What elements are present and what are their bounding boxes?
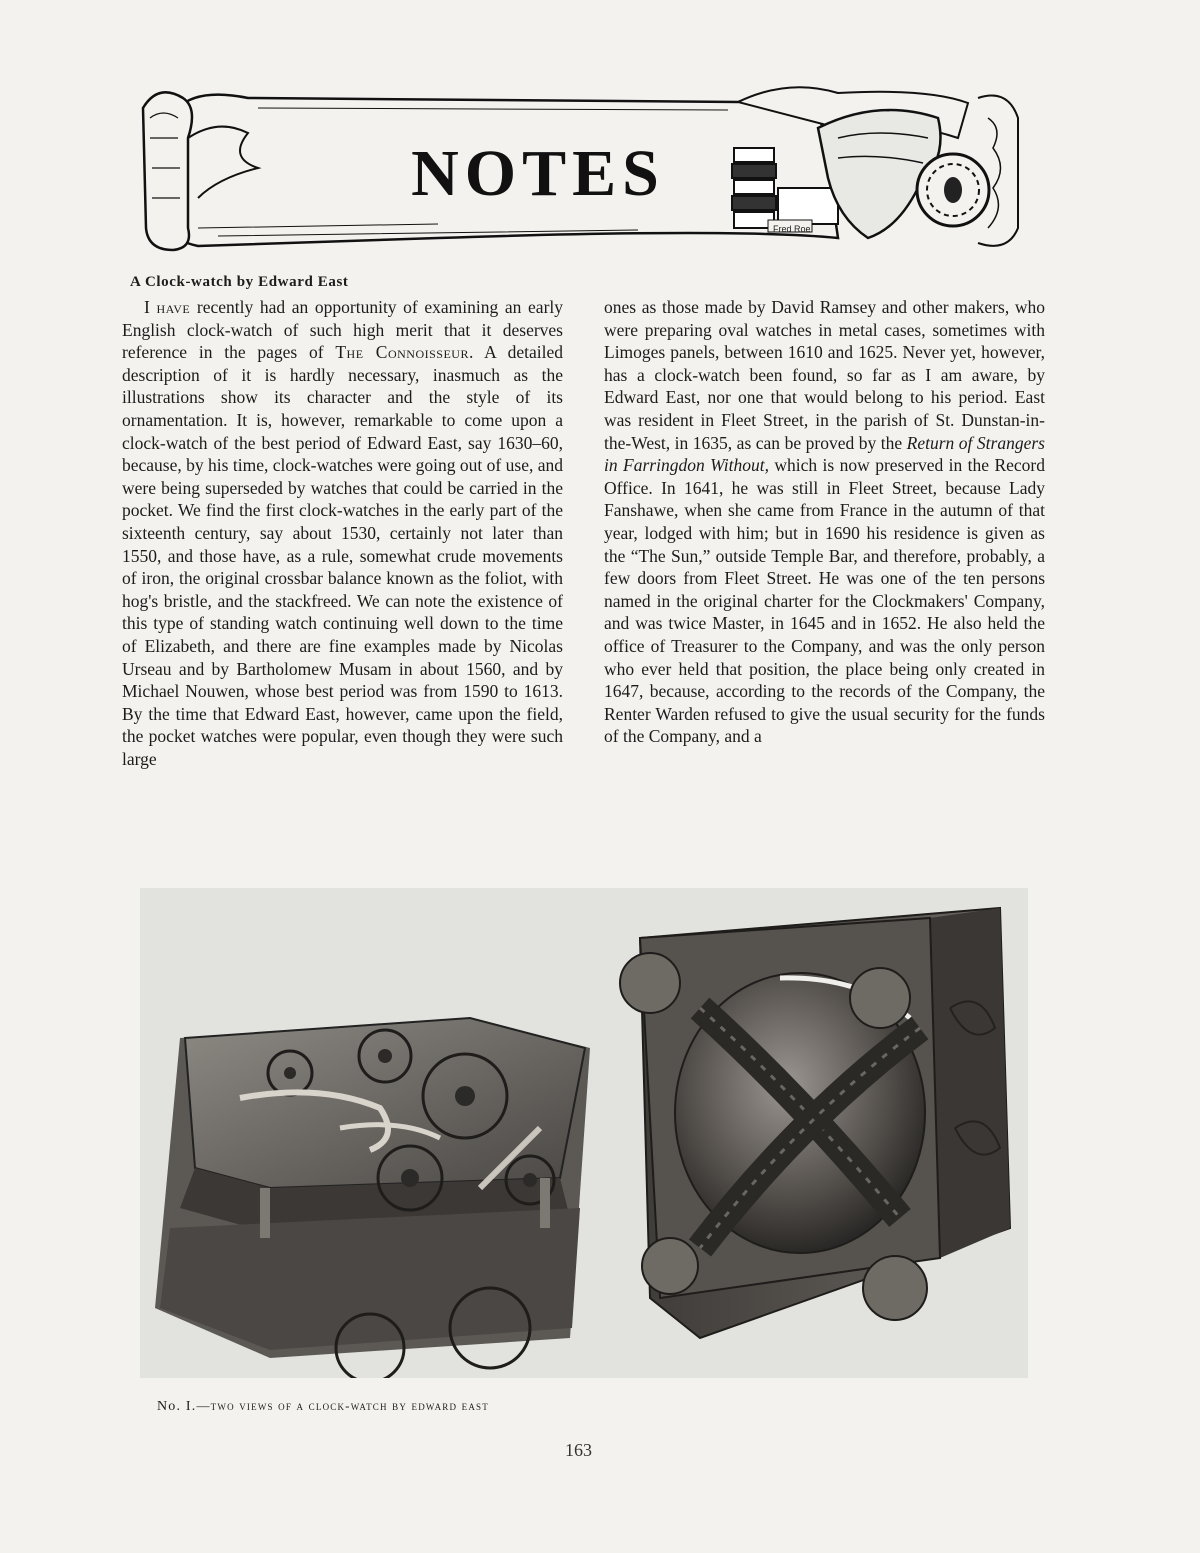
right-paragraph: ones as those made by David Ramsey and other makers, who were preparing oval watches in metal cases, sometimes with Limoges panels, between 1610 and 1625. Never yet, however, has a clock-watch been found, so far as I am aware, by Edward East, nor one that would belong to his period. East was resident in Fleet Street, in the parish of St. Dunstan-in-the-West, in 1635, as can be proved by the Return of Strangers in Farringdon Without, which is now preserved in the Record Office. In 1641, he was still in Fleet Street, because Lady Fanshawe, when she came from France in the autumn of that year, lodged with him; but in 1690 his residence is given as the “The Sun,” outside Temple Bar, and therefore, probably, a few doors from Fleet Street. He was one of the ten persons named in the original charter for the Clockmakers' Company, and was twice Master, in 1645 and in 1652. He also held the office of Treasurer to the Company, and was the only person who ever held that position, the place being only created in 1647, because, according to the records of the Company, the Renter Warden refused to give the usual security for the funds of the Company, and a	[604, 297, 1046, 747]
article-column-right	[604, 296, 1045, 748]
article-heading: A Clock-watch by Edward East	[130, 274, 349, 290]
artist-signature: Fred Roe	[773, 224, 811, 234]
clock-watch-photograph	[140, 888, 1028, 1378]
page-number: 163	[565, 1440, 592, 1460]
banner-title: NOTES	[411, 137, 665, 210]
record-title: Return of Strangers in Farringdon Without,	[604, 432, 1045, 476]
left-paragraph: I have recently had an opportunity of examining an early English clock-watch of such high merit that it deserves reference in the pages of The Connoisseur. A detailed description of it is hardly necessary, inasmuch as the illustrations show its character and the style of its ornamentation. It is, however, remarkable to come upon a clock-watch of the best period of Edward East, say 1630–60, because, by his time, clock-watches were going out of use, and were being superseded by watches that could be carried in the pocket. We find the first clock-watches in the early part of the sixteenth century, say about 1530, certainly not later than 1550, and those have, as a rule, somewhat crude movements of iron, the original crossbar balance known as the foliot, with hog's bristle, and the stackfreed. We can note the existence of this type of standing watch continuing well down to the time of Elizabeth, and there are fine examples made by Nicolas Urseau and by Bartholomew Musam in about 1560, and by Michael Nouwen, whose best period was from 1590 to 1613. By the time that Edward East, however, came upon the field, the pocket watches were popular, even though they were such large	[122, 297, 564, 769]
notes-banner	[138, 78, 1138, 258]
magazine-name: The Connoisseur	[335, 342, 469, 363]
clock-watch-illustration	[140, 888, 1028, 1378]
figure-caption: No. I.—two views of a clock-watch by edward east	[157, 1398, 489, 1414]
article-column-left	[122, 296, 563, 770]
